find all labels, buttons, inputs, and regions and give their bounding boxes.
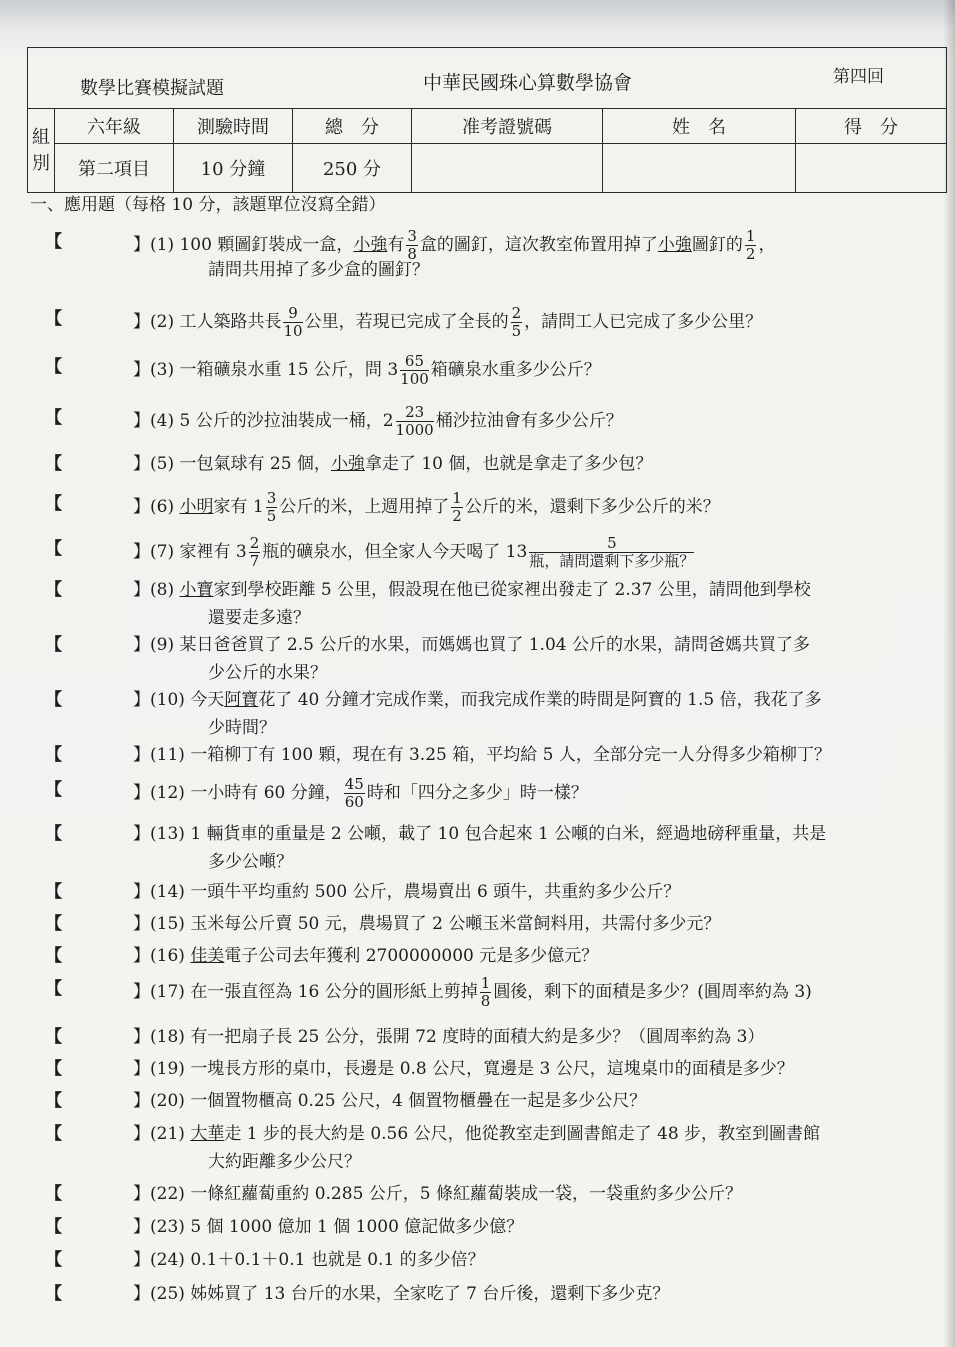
question-number: (15) <box>150 914 191 934</box>
answer-bracket-close: 】 <box>133 497 150 517</box>
question-segment: 5 公斤的沙拉油裝成一桶，2 <box>179 411 394 431</box>
question-segment: 公斤的米，還剩下多少公斤的米？ <box>464 497 720 517</box>
question-segment: ，請問工人已完成了多少公里？ <box>524 312 763 332</box>
fraction <box>745 228 757 263</box>
total-label: 總 分 <box>293 109 412 144</box>
question-text-continued: 多少公噸？ <box>208 852 293 872</box>
answer-bracket-open[interactable]: 【 <box>45 1184 62 1204</box>
person-name: 小明 <box>179 497 214 517</box>
question-segment: 一條紅蘿蔔重約 0.285 公斤，5 條紅蘿蔔裝成一袋，一袋重約多少公斤？ <box>190 1184 743 1204</box>
answer-bracket-open[interactable]: 【 <box>45 1124 62 1144</box>
question-number: (18) <box>150 1027 191 1047</box>
answer-bracket-close: 】 <box>133 745 150 765</box>
fraction <box>249 535 261 570</box>
answer-bracket-open[interactable]: 【 <box>45 539 62 559</box>
answer-bracket-close: 】 <box>133 824 150 844</box>
answer-bracket-close: 】 <box>133 982 150 1002</box>
answer-bracket-open[interactable]: 【 <box>45 780 62 800</box>
question-segment: 5 個 1000 億加 1 個 1000 億記做多少億？ <box>190 1217 524 1237</box>
question-text <box>133 1280 669 1308</box>
answer-bracket-open[interactable]: 【 <box>45 824 62 844</box>
question-number: (22) <box>150 1184 191 1204</box>
fraction-denominator: 2 <box>745 245 756 263</box>
question-number: (7) <box>150 542 180 562</box>
person-name: 小寶 <box>179 580 214 600</box>
fraction-numerator: 1 <box>452 489 462 507</box>
fraction <box>266 490 278 525</box>
answer-bracket-close: 】 <box>133 783 150 803</box>
question-segment: 拿走了 10 個，也就是拿走了多少包？ <box>364 454 653 474</box>
question-number: (25) <box>150 1284 191 1304</box>
question-text <box>133 576 811 604</box>
answer-bracket-open[interactable]: 【 <box>45 309 62 329</box>
question-number: (8) <box>150 580 180 600</box>
answer-bracket-close: 】 <box>133 1250 150 1270</box>
question-segment: 有 <box>387 235 405 255</box>
fraction-numerator: 3 <box>266 489 277 507</box>
exam-number-label: 准考證號碼 <box>412 109 603 144</box>
answer-bracket-close: 】 <box>133 882 150 902</box>
fraction-denominator: 10 <box>283 322 303 340</box>
person-name: 小強 <box>330 454 365 474</box>
answer-bracket-open[interactable]: 【 <box>45 1027 62 1047</box>
fraction-numerator: 3 <box>407 227 417 245</box>
question-text-continued: 少公斤的水果？ <box>208 663 327 683</box>
question-segment: 0.1＋0.1＋0.1 也就是 0.1 的多少倍？ <box>190 1250 485 1270</box>
answer-bracket-open[interactable]: 【 <box>45 580 62 600</box>
question-segment: 3 <box>516 542 528 562</box>
question-number: (2) <box>150 312 180 332</box>
question-text <box>133 1180 742 1208</box>
answer-bracket-close: 】 <box>133 312 150 332</box>
header-table <box>27 47 947 193</box>
fraction-numerator: 5 <box>529 535 694 553</box>
question-text <box>133 878 680 906</box>
question-segment: 家裡有 3 <box>179 542 247 562</box>
question-text <box>133 686 822 714</box>
question-segment: 一個置物櫃高 0.25 公尺，4 個置物櫃疊在一起是多少公尺？ <box>190 1091 647 1111</box>
question-number: (20) <box>150 1091 191 1111</box>
fraction <box>400 353 429 388</box>
question-segment: 一塊長方形的桌巾，長邊是 0.8 公尺，寬邊是 3 公尺，這塊桌巾的面積是多少？ <box>190 1059 794 1079</box>
answer-bracket-close: 】 <box>133 690 150 710</box>
answer-bracket-open[interactable]: 【 <box>45 635 62 655</box>
fraction-denominator: 60 <box>344 793 364 811</box>
question-text <box>133 1023 764 1051</box>
round-label: 第四回 <box>833 67 884 87</box>
answer-bracket-open[interactable]: 【 <box>45 745 62 765</box>
answer-bracket-open[interactable]: 【 <box>45 690 62 710</box>
answer-bracket-close: 】 <box>133 235 150 255</box>
fraction-numerator: 2 <box>511 304 522 322</box>
question-number: (13) <box>150 824 191 844</box>
question-segment: 家到學校距離 5 公里，假設現在他已從家裡出發走了 2.37 公里，請問他到學校 <box>213 580 811 600</box>
fraction <box>283 305 302 340</box>
person-name: 小強 <box>657 235 692 255</box>
question-number: (17) <box>150 982 191 1002</box>
fraction-denominator: 瓶，請問還剩下多少瓶？ <box>529 552 695 570</box>
answer-bracket-close: 】 <box>133 454 150 474</box>
question-segment: 在一張直徑為 16 公分的圓形紙上剪掉 <box>190 982 478 1002</box>
fraction <box>451 490 463 525</box>
question-text <box>133 631 810 659</box>
answer-bracket-open[interactable]: 【 <box>45 232 62 252</box>
answer-bracket-open[interactable]: 【 <box>45 1284 62 1304</box>
question-segment: 花了 40 分鐘才完成作業，而我完成作業的時間是阿寶的 1.5 倍，我花了多 <box>258 690 822 710</box>
name-label: 姓 名 <box>603 109 796 144</box>
exam-number-field[interactable] <box>412 144 603 193</box>
question-segment: 走 1 步的長大約是 0.56 公尺，他從教室走到圖書館走了 48 步，教室到圖書館 <box>224 1124 821 1144</box>
fraction-denominator: 2 <box>452 507 462 525</box>
question-text-continued: 請問共用掉了多少盒的圖釘？ <box>208 260 429 280</box>
question-number: (5) <box>150 454 180 474</box>
answer-bracket-close: 】 <box>133 542 150 562</box>
score-label: 得 分 <box>796 109 947 144</box>
answer-bracket-open[interactable]: 【 <box>45 1217 62 1237</box>
question-segment: 工人築路共長 <box>179 312 282 332</box>
fraction <box>396 404 434 439</box>
answer-bracket-open[interactable]: 【 <box>45 882 62 902</box>
question-segment: 玉米每公斤賣 50 元，農場買了 2 公噸玉米當飼料用，共需付多少元？ <box>190 914 721 934</box>
question-number: (4) <box>150 411 180 431</box>
question-text-continued: 大約距離多少公尺？ <box>208 1152 361 1172</box>
title-row <box>28 48 947 109</box>
question-text <box>133 1213 523 1241</box>
question-number: (9) <box>150 635 180 655</box>
question-segment: 瓶的礦泉水，但全家人今天喝了 1 <box>262 542 517 562</box>
item-value: 第二項目 <box>55 144 174 193</box>
question-number: (21) <box>150 1124 191 1144</box>
question-number: (19) <box>150 1059 191 1079</box>
fraction-denominator: 8 <box>407 245 417 263</box>
question-segment: 公里，若現已完成了全長的 <box>304 312 509 332</box>
question-segment: 一包氣球有 25 個， <box>179 454 331 474</box>
question-number: (24) <box>150 1250 191 1270</box>
question-segment: 今天 <box>190 690 225 710</box>
question-text <box>133 1246 485 1274</box>
fraction-numerator: 45 <box>344 775 364 793</box>
answer-bracket-close: 】 <box>133 1217 150 1237</box>
answer-bracket-close: 】 <box>133 635 150 655</box>
question-number: (12) <box>150 783 191 803</box>
time-label: 測驗時間 <box>174 109 293 144</box>
question-text <box>133 353 601 388</box>
question-number: (3) <box>150 360 180 380</box>
question-segment: 姊姊買了 13 台斤的水果，全家吃了 7 台斤後，還剩下多少克？ <box>190 1284 670 1304</box>
fraction-denominator: 7 <box>249 552 260 570</box>
answer-bracket-close: 】 <box>133 360 150 380</box>
fraction <box>529 535 694 570</box>
organization-name: 中華民國珠心算數學協會 <box>423 72 633 94</box>
person-name: 大華 <box>190 1124 225 1144</box>
answer-bracket-close: 】 <box>133 1184 150 1204</box>
group-label: 組別 <box>28 109 55 193</box>
question-segment: 1 輛貨車的重量是 2 公噸，載了 10 包合起來 1 公噸的白米，經過地磅秤重量，共是 <box>190 824 827 844</box>
fraction-numerator: 2 <box>249 534 260 552</box>
answer-bracket-close: 】 <box>133 580 150 600</box>
exam-title: 數學比賽模擬試題 <box>80 78 224 99</box>
fraction-numerator: 23 <box>396 404 434 422</box>
answer-bracket-close: 】 <box>133 1059 150 1079</box>
answer-bracket-open[interactable]: 【 <box>45 1091 62 1111</box>
answer-bracket-open[interactable]: 【 <box>45 946 62 966</box>
question-segment: 一箱柳丁有 100 顆，現在有 3.25 箱，平均給 5 人，全部分完一人分得多少箱柳丁？ <box>190 745 831 765</box>
question-text <box>133 975 812 1010</box>
question-segment: 盒的圖釘，這次教室佈置用掉了 <box>419 235 658 255</box>
question-text <box>133 1055 794 1083</box>
score-field[interactable] <box>796 144 947 193</box>
fraction <box>344 776 365 811</box>
question-number: (6) <box>150 497 180 517</box>
fraction-numerator: 1 <box>480 974 491 992</box>
answer-bracket-open[interactable]: 【 <box>45 408 62 428</box>
question-text <box>133 741 831 769</box>
section-title: 一、應用題（每格 10 分，該題單位沒寫全錯） <box>30 195 386 215</box>
question-text <box>133 535 696 570</box>
answer-bracket-open[interactable]: 【 <box>45 979 62 999</box>
answer-bracket-close: 】 <box>133 946 150 966</box>
question-segment: 有一把扇子長 25 公分，張開 72 度時的面積大約是多少？（圓周率約為 3） <box>190 1027 765 1047</box>
question-number: (10) <box>150 690 191 710</box>
question-number: (23) <box>150 1217 191 1237</box>
fraction-denominator: 8 <box>480 992 491 1010</box>
question-segment: 100 顆圖釘裝成一盒， <box>179 235 354 255</box>
question-number: (11) <box>150 745 191 765</box>
fraction-numerator: 9 <box>283 305 302 323</box>
question-text <box>133 305 762 340</box>
answer-bracket-close: 】 <box>133 914 150 934</box>
answer-bracket-open[interactable]: 【 <box>45 1250 62 1270</box>
answer-bracket-close: 】 <box>133 1027 150 1047</box>
answer-bracket-open[interactable]: 【 <box>45 454 62 474</box>
answer-bracket-close: 】 <box>133 1284 150 1304</box>
fraction-denominator: 5 <box>266 507 277 525</box>
fraction-numerator: 1 <box>745 227 756 245</box>
time-value: 10 分鐘 <box>174 144 293 193</box>
question-segment: 一箱礦泉水重 15 公斤，問 3 <box>179 360 399 380</box>
question-segment: 桶沙拉油會有多少公斤？ <box>435 411 623 431</box>
fraction-denominator: 5 <box>511 322 522 340</box>
question-segment: 電子公司去年獲利 2700000000 元是多少億元？ <box>224 946 599 966</box>
answer-bracket-open[interactable]: 【 <box>45 494 62 514</box>
question-segment: 時和「四分之多少」時一樣？ <box>366 783 588 803</box>
name-field[interactable] <box>603 144 796 193</box>
answer-bracket-open[interactable]: 【 <box>45 1059 62 1079</box>
fraction-numerator: 65 <box>400 353 429 371</box>
question-segment: 某日爸爸買了 2.5 公斤的水果，而媽媽也買了 1.04 公斤的水果，請問爸媽共買了多 <box>179 635 810 655</box>
question-segment: 一小時有 60 分鐘， <box>190 783 342 803</box>
question-text-continued: 還要走多遠？ <box>208 608 310 628</box>
question-segment: 家有 1 <box>213 497 264 517</box>
total-value: 250 分 <box>293 144 412 193</box>
question-text <box>133 820 826 848</box>
question-text <box>133 910 720 938</box>
question-segment: 箱礦泉水重多少公斤？ <box>430 360 601 380</box>
question-text <box>133 776 588 811</box>
person-name: 小強 <box>353 235 388 255</box>
question-text <box>133 1087 646 1115</box>
fraction <box>480 975 492 1010</box>
person-name: 阿寶 <box>224 690 259 710</box>
fraction-denominator: 1000 <box>395 421 434 439</box>
question-text <box>133 1120 820 1148</box>
question-number: (16) <box>150 946 191 966</box>
question-segment: 公斤的米，上週用掉了 <box>279 497 450 517</box>
answer-bracket-close: 】 <box>133 411 150 431</box>
question-segment: 圓後，剩下的面積是多少？(圓周率約為 3) <box>493 982 812 1002</box>
answer-bracket-open[interactable]: 【 <box>45 357 62 377</box>
answer-bracket-close: 】 <box>133 1124 150 1144</box>
grade-label: 六年級 <box>55 109 174 144</box>
question-segment: 圖釘的 <box>691 235 743 255</box>
question-segment: ， <box>758 235 776 255</box>
question-number: (1) <box>150 235 180 255</box>
fraction <box>511 305 523 340</box>
question-text <box>133 490 720 525</box>
person-name: 佳美 <box>190 946 225 966</box>
question-text-continued: 少時間？ <box>208 718 276 738</box>
fraction-denominator: 100 <box>400 370 429 388</box>
question-segment: 一頭牛平均重約 500 公斤，農場賣出 6 頭牛，共重約多少公斤？ <box>190 882 681 902</box>
question-number: (14) <box>150 882 191 902</box>
answer-bracket-close: 】 <box>133 1091 150 1111</box>
question-text <box>133 404 623 439</box>
answer-bracket-open[interactable]: 【 <box>45 914 62 934</box>
question-text <box>133 450 652 478</box>
question-text <box>133 942 598 970</box>
